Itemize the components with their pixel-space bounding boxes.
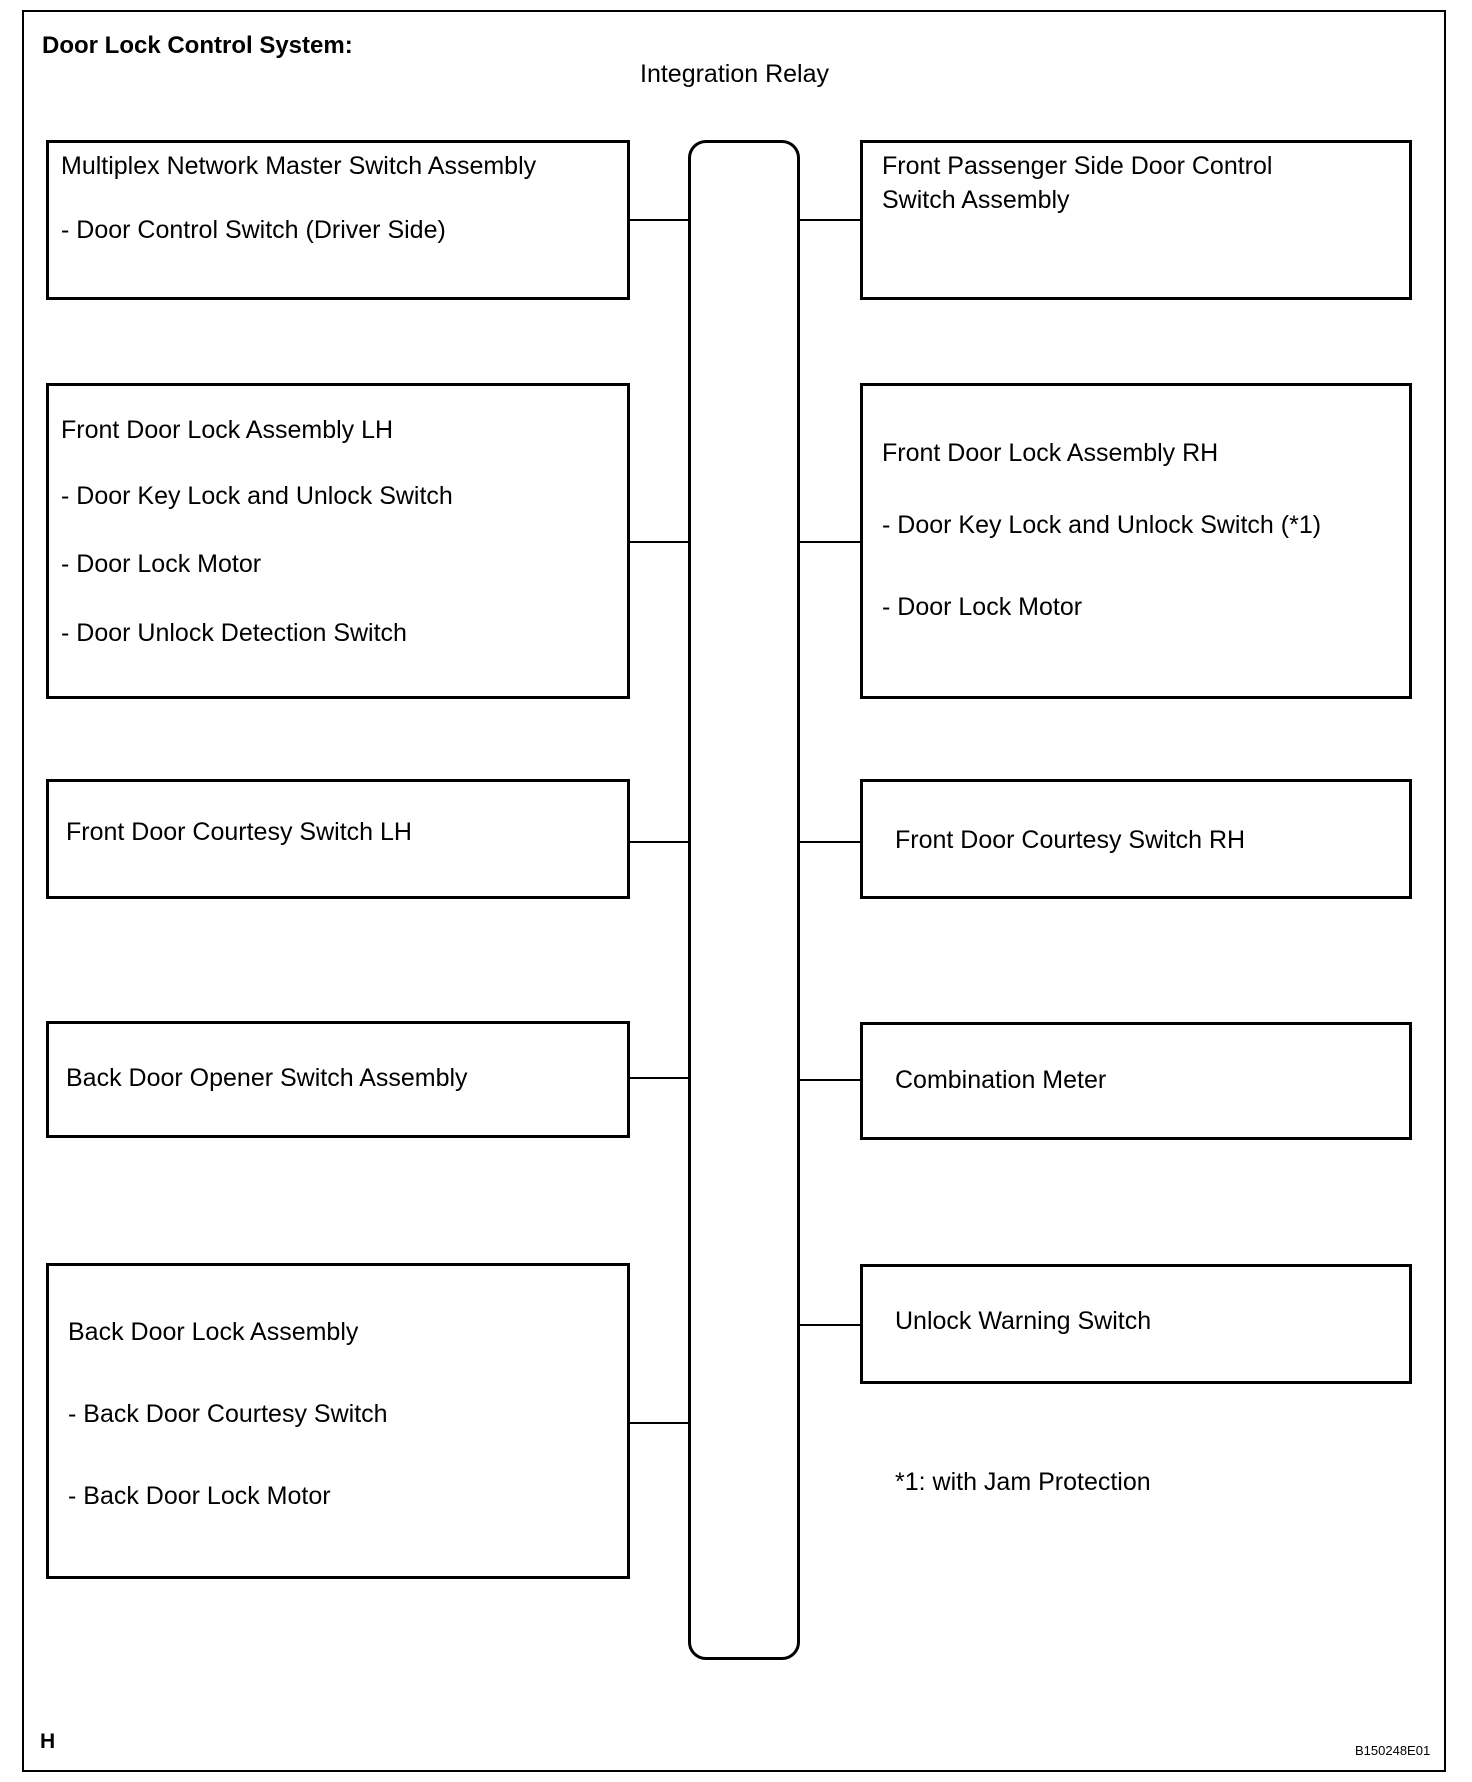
- page-letter: H: [40, 1730, 56, 1753]
- diagram-title: Door Lock Control System:: [42, 32, 353, 59]
- box-item: - Door Key Lock and Unlock Switch: [61, 482, 453, 510]
- front-door-lock-lh-box: [46, 383, 630, 699]
- box-title: Unlock Warning Switch: [895, 1307, 1152, 1335]
- box-title: Front Door Courtesy Switch LH: [66, 818, 412, 846]
- footnote: *1: with Jam Protection: [895, 1468, 1151, 1496]
- box-title: Back Door Opener Switch Assembly: [66, 1064, 468, 1092]
- combination-meter-box: [860, 1022, 1412, 1140]
- front-passenger-door-control-box: [860, 140, 1412, 300]
- integration-relay-label: Integration Relay: [640, 60, 830, 88]
- box-item: - Back Door Courtesy Switch: [68, 1400, 388, 1428]
- front-door-courtesy-lh-box: [46, 779, 630, 899]
- box-title: Front Passenger Side Door Control: [882, 152, 1273, 180]
- front-door-lock-rh-box: [860, 383, 1412, 699]
- connector-front-courtesy-lh: [630, 841, 688, 843]
- box-item: - Door Control Switch (Driver Side): [61, 216, 446, 244]
- connector-back-opener: [630, 1077, 688, 1079]
- box-title: Back Door Lock Assembly: [68, 1318, 359, 1346]
- box-item: - Back Door Lock Motor: [68, 1482, 331, 1510]
- connector-front-passenger: [800, 219, 860, 221]
- connector-front-door-lock-rh: [800, 541, 860, 543]
- multiplex-master-switch-box: [46, 140, 630, 300]
- connector-back-door-lock: [630, 1422, 688, 1424]
- back-door-opener-box: [46, 1021, 630, 1138]
- connector-combination-meter: [800, 1079, 860, 1081]
- figure-code: B150248E01: [1355, 1743, 1431, 1758]
- integration-relay-bus: [688, 140, 800, 1660]
- connector-multiplex: [630, 219, 688, 221]
- back-door-lock-box: [46, 1263, 630, 1579]
- box-item: - Door Key Lock and Unlock Switch (*1): [882, 511, 1322, 539]
- box-item: - Door Unlock Detection Switch: [61, 619, 407, 647]
- box-item: - Door Lock Motor: [61, 550, 262, 578]
- connector-front-door-lock-lh: [630, 541, 688, 543]
- box-title: Combination Meter: [895, 1066, 1107, 1094]
- box-title: Multiplex Network Master Switch Assembly: [61, 152, 537, 180]
- box-title: Front Door Courtesy Switch RH: [895, 826, 1246, 854]
- unlock-warning-switch-box: [860, 1264, 1412, 1384]
- box-title: Front Door Lock Assembly RH: [882, 439, 1219, 467]
- connector-unlock-warning: [800, 1324, 860, 1326]
- front-door-courtesy-rh-box: [860, 779, 1412, 899]
- box-title: Front Door Lock Assembly LH: [61, 416, 394, 444]
- connector-front-courtesy-rh: [800, 841, 860, 843]
- box-item: - Door Lock Motor: [882, 593, 1083, 621]
- box-title-line2: Switch Assembly: [882, 186, 1070, 214]
